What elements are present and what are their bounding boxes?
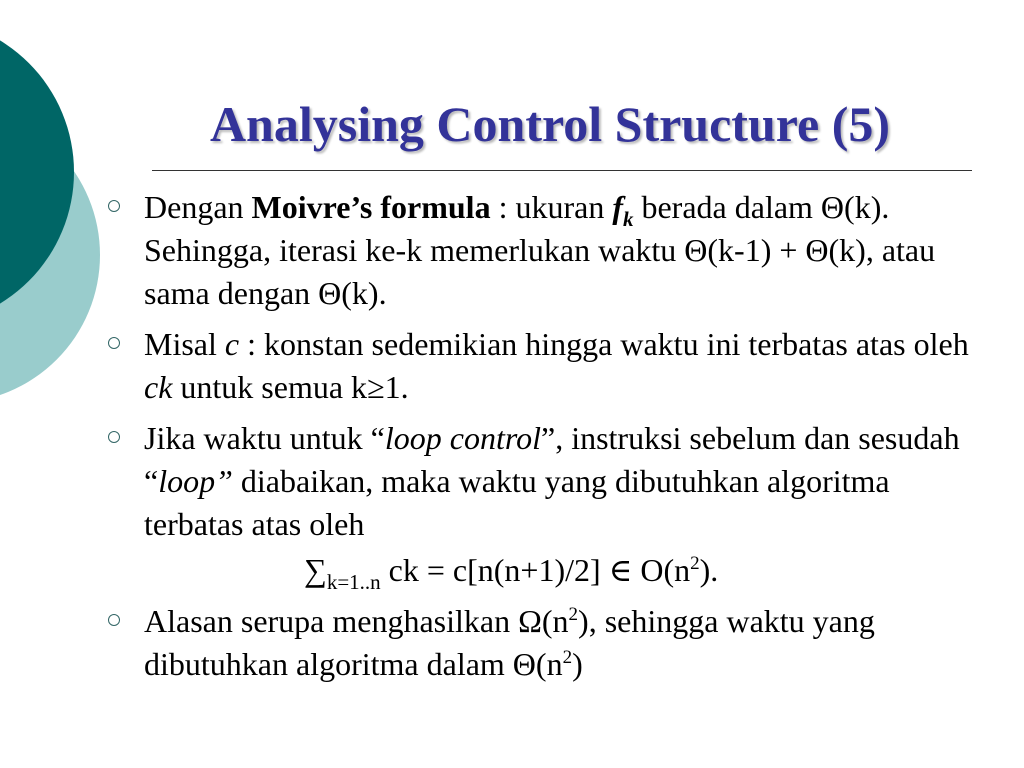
- bullet-text: Jika waktu untuk “: [144, 420, 385, 456]
- bullet-loop-control: [104, 417, 984, 546]
- bullet-text: Dengan: [144, 189, 252, 225]
- superscript: 2: [568, 604, 579, 625]
- bullet-circle-icon: [108, 431, 120, 443]
- slide-content: [104, 186, 984, 694]
- bullet-text: ), sehingga waktu yang dibutuhkan algoritma dalam Θ(n: [144, 603, 875, 682]
- sigma-symbol: ∑: [304, 552, 327, 588]
- bullet-moivre: [104, 186, 984, 315]
- bullet-text: Misal: [144, 326, 225, 362]
- f-letter: f: [612, 189, 623, 225]
- bullet-italic-ck: ck: [144, 369, 173, 405]
- bullet-text: : ukuran: [490, 189, 613, 225]
- bullet-text: diabaikan, maka waktu yang dibutuhkan algoritma terbatas atas oleh: [144, 463, 890, 542]
- bullet-text: ): [572, 646, 583, 682]
- bullet-italic-c: c: [224, 326, 240, 362]
- formula-text: ck = c[n(n+1)/2] ∈ O(n: [380, 552, 691, 588]
- bullet-bold-term: Moivre’s formula: [251, 189, 491, 225]
- slide-title: Analysing Control Structure (5): [209, 96, 891, 152]
- bullet-alasan: [104, 600, 984, 686]
- sigma-subscript: k=1..n: [326, 570, 381, 594]
- formula-text: ).: [699, 552, 719, 588]
- superscript: 2: [562, 647, 573, 668]
- bullet-italic-loop-control: loop control: [384, 420, 541, 456]
- title-divider: [152, 170, 972, 171]
- bullet-circle-icon: [108, 614, 120, 626]
- bullet-circle-icon: [108, 200, 120, 212]
- bullet-text: : konstan sedemikian hingga waktu ini terbatas atas oleh: [239, 326, 969, 362]
- bullet-misal: [104, 323, 984, 409]
- k-subscript: k: [622, 207, 634, 231]
- bullet-text: untuk semua k≥1.: [172, 369, 409, 405]
- bullet-text: Alasan serupa menghasilkan Ω(n: [144, 603, 569, 639]
- formula-superscript: 2: [690, 553, 700, 574]
- bullet-circle-icon: [108, 337, 120, 349]
- bullet-text: berada dalam Θ(k). Sehingga, iterasi ke-k memerlukan waktu Θ(k-1) + Θ(k), atau sama dengan Θ(k).: [144, 189, 936, 311]
- bullet-text: ”, instruksi sebelum dan sesudah “: [144, 420, 960, 499]
- bullet-italic-loop: loop”: [158, 463, 233, 499]
- f-k-symbol: [612, 189, 634, 231]
- summation-formula: [104, 550, 984, 594]
